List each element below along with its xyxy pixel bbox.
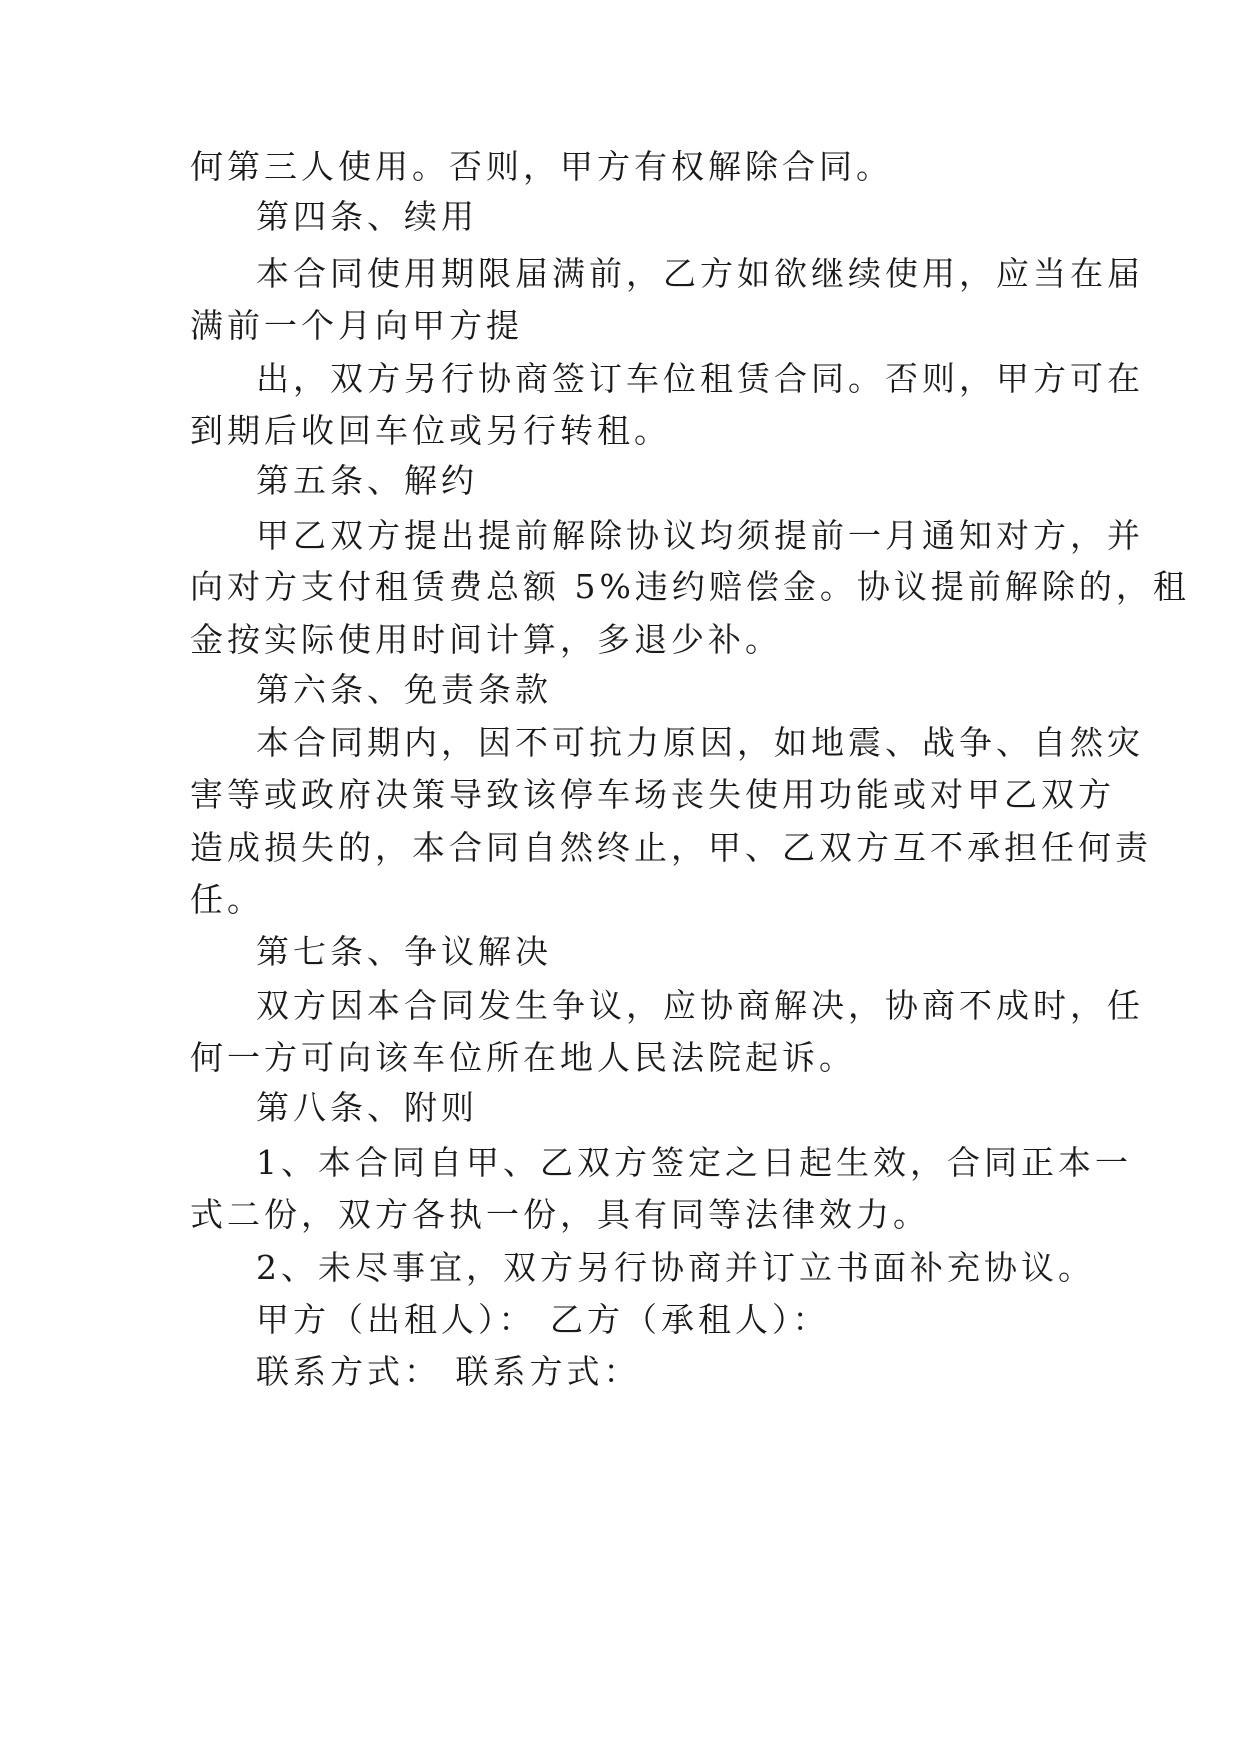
article-heading: 第六条、免责条款 [256,670,552,709]
text-line: 金按实际使用时间计算，多退少补。 [190,620,782,659]
text-line: 到期后收回车位或另行转租。 [190,411,671,450]
text-line: 何一方可向该车位所在地人民法院起诉。 [190,1038,856,1077]
text-line: 何第三人使用。否则，甲方有权解除合同。 [190,147,893,186]
text-line: 式二份，双方各执一份，具有同等法律效力。 [190,1195,930,1234]
text-line: 出，双方另行协商签订车位租赁合同。否则，甲方可在 [256,359,1144,398]
text-line: 双方因本合同发生争议，应协商解决，协商不成时，任 [256,986,1144,1025]
article-heading: 第八条、附则 [256,1088,478,1127]
text-line: 本合同使用期限届满前，乙方如欲继续使用，应当在届 [256,254,1144,293]
contact-line: 联系方式： 联系方式： [256,1352,641,1391]
text-line: 害等或政府决策导致该停车场丧失使用功能或对甲乙双方 [190,775,1115,814]
signature-party-line: 甲方（出租人）： 乙方（承租人）： [256,1300,830,1339]
text-line: 本合同期内，因不可抗力原因，如地震、战争、自然灾 [256,723,1144,762]
text-line: 任。 [190,880,264,919]
text-line: 1、本合同自甲、乙双方签定之日起生效，合同正本一 [256,1143,1132,1182]
text-line: 向对方支付租赁费总额 5%违约赔偿金。协议提前解除的，租 [190,567,1190,606]
article-heading: 第五条、解约 [256,461,478,500]
text-line: 造成损失的，本合同自然终止，甲、乙双方互不承担任何责 [190,828,1152,867]
article-heading: 第七条、争议解决 [256,932,552,971]
text-line: 2、未尽事宜，双方另行协商并订立书面补充协议。 [256,1248,1095,1287]
text-line: 甲乙双方提出提前解除协议均须提前一月通知对方，并 [256,516,1144,555]
article-heading: 第四条、续用 [256,197,478,236]
text-line: 满前一个月向甲方提 [190,306,523,345]
